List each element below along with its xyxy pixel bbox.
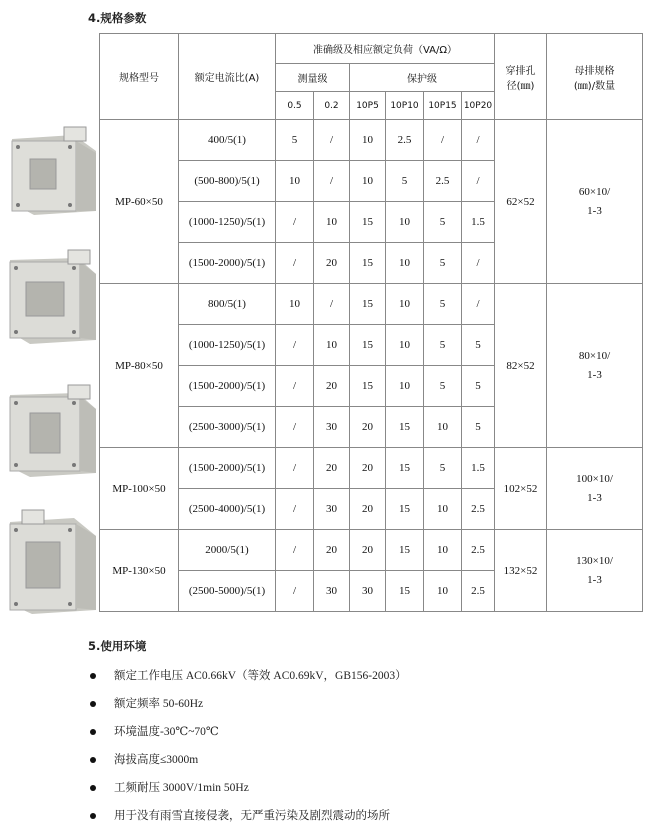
load-value-cell: 5 [424,448,462,489]
busbar-cell: 60×10/ 1-3 [547,120,643,284]
load-value-cell: 15 [350,202,386,243]
bullet-icon [90,673,96,679]
header-class: 10P20 [462,92,495,120]
load-value-cell: 15 [350,243,386,284]
table-row [100,448,643,489]
header-class: 10P15 [424,92,462,120]
load-value-cell: 1.5 [462,448,495,489]
load-value-cell: / [462,120,495,161]
load-value-cell: / [462,161,495,202]
list-item: 用于没有雨雪直接侵袭，无严重污染及剧烈震动的场所 [88,802,407,830]
bullet-icon [90,729,96,735]
header-busbar: 母排规格(㎜)/数量 [547,34,643,120]
table-row [100,530,643,571]
ratio-cell: (2500-3000)/5(1) [179,407,276,448]
bullet-icon [90,757,96,763]
ct-photo-mp80 [4,248,100,346]
load-value-cell: 5 [424,366,462,407]
load-value-cell: 15 [386,448,424,489]
load-value-cell: 20 [350,530,386,571]
load-value-cell: 5 [424,202,462,243]
busbar-cell: 130×10/ 1-3 [547,530,643,612]
load-value-cell: 10 [424,407,462,448]
ct-photo-mp60 [4,123,100,217]
model-cell: MP-130×50 [100,530,179,612]
header-class: 0.5 [276,92,314,120]
load-value-cell: / [462,284,495,325]
load-value-cell: 15 [350,284,386,325]
load-value-cell: 15 [350,366,386,407]
load-value-cell: / [276,530,314,571]
load-value-cell: / [276,489,314,530]
ratio-cell: (1500-2000)/5(1) [179,243,276,284]
load-value-cell: 10 [276,284,314,325]
load-value-cell: 10 [314,202,350,243]
busbar-cell: 100×10/ 1-3 [547,448,643,530]
ratio-cell: (500-800)/5(1) [179,161,276,202]
list-item: 额定工作电压 AC0.66kV（等效 AC0.69kV，GB156-2003） [88,662,407,690]
header-protect: 保护级 [350,64,495,92]
ratio-cell: (2500-4000)/5(1) [179,489,276,530]
ratio-cell: (2500-5000)/5(1) [179,571,276,612]
spec-table [99,33,643,612]
table-row [100,120,643,161]
bullet-icon [90,813,96,819]
load-value-cell: 2.5 [462,571,495,612]
model-cell: MP-100×50 [100,448,179,530]
bullet-icon [90,701,96,707]
load-value-cell: 5 [424,284,462,325]
list-item: 额定频率 50-60Hz [88,690,407,718]
load-value-cell: / [276,571,314,612]
model-cell: MP-80×50 [100,284,179,448]
load-value-cell: 30 [314,489,350,530]
busbar-cell: 80×10/ 1-3 [547,284,643,448]
load-value-cell: 10 [386,325,424,366]
ratio-cell: 400/5(1) [179,120,276,161]
load-value-cell: 20 [314,530,350,571]
load-value-cell: / [276,366,314,407]
load-value-cell: / [314,284,350,325]
hole-cell: 82×52 [495,284,547,448]
load-value-cell: 10 [386,243,424,284]
section-5-title: 5.使用环境 [88,639,147,653]
load-value-cell: 5 [462,325,495,366]
load-value-cell: 30 [350,571,386,612]
load-value-cell: 30 [314,407,350,448]
ratio-cell: 800/5(1) [179,284,276,325]
load-value-cell: 15 [386,571,424,612]
load-value-cell: / [424,120,462,161]
environment-list [88,662,407,830]
section-4-title: 4.规格参数 [88,11,147,25]
hole-cell: 62×52 [495,120,547,284]
load-value-cell: / [276,448,314,489]
load-value-cell: / [276,202,314,243]
load-value-cell: 20 [314,448,350,489]
load-value-cell: 5 [424,325,462,366]
bullet-icon [90,785,96,791]
load-value-cell: / [314,161,350,202]
ratio-cell: (1000-1250)/5(1) [179,202,276,243]
load-value-cell: / [462,243,495,284]
load-value-cell: 15 [386,489,424,530]
header-measure: 测量级 [276,64,350,92]
load-value-cell: 20 [350,489,386,530]
load-value-cell: 2.5 [462,489,495,530]
list-item: 海拔高度≤3000m [88,746,407,774]
header-class: 0.2 [314,92,350,120]
load-value-cell: 10 [424,571,462,612]
hole-cell: 132×52 [495,530,547,612]
ct-photo-mp130 [4,508,100,616]
load-value-cell: 20 [350,448,386,489]
hole-cell: 102×52 [495,448,547,530]
load-value-cell: 2.5 [424,161,462,202]
load-value-cell: 15 [350,325,386,366]
table-row [100,284,643,325]
load-value-cell: / [276,243,314,284]
load-value-cell: 10 [350,120,386,161]
load-value-cell: 5 [386,161,424,202]
load-value-cell: 15 [386,407,424,448]
ratio-cell: (1500-2000)/5(1) [179,366,276,407]
load-value-cell: 20 [314,243,350,284]
header-load: 准确级及相应额定负荷（VA/Ω） [276,34,495,64]
load-value-cell: / [276,325,314,366]
load-value-cell: 15 [386,530,424,571]
load-value-cell: 5 [424,243,462,284]
load-value-cell: 20 [350,407,386,448]
load-value-cell: 10 [276,161,314,202]
load-value-cell: 10 [350,161,386,202]
header-model: 规格型号 [100,34,179,120]
load-value-cell: 1.5 [462,202,495,243]
ratio-cell: (1000-1250)/5(1) [179,325,276,366]
load-value-cell: / [276,407,314,448]
load-value-cell: 20 [314,366,350,407]
ratio-cell: (1500-2000)/5(1) [179,448,276,489]
load-value-cell: 2.5 [386,120,424,161]
load-value-cell: 10 [386,284,424,325]
header-hole: 穿排孔径(㎜) [495,34,547,120]
ratio-cell: 2000/5(1) [179,530,276,571]
model-cell: MP-60×50 [100,120,179,284]
header-class: 10P5 [350,92,386,120]
load-value-cell: 10 [386,366,424,407]
ct-photo-mp100 [4,383,100,479]
load-value-cell: 5 [462,407,495,448]
list-item: 环境温度-30℃~70℃ [88,718,407,746]
load-value-cell: 10 [314,325,350,366]
load-value-cell: 2.5 [462,530,495,571]
header-class: 10P10 [386,92,424,120]
list-item: 工频耐压 3000V/1min 50Hz [88,774,407,802]
load-value-cell: 5 [462,366,495,407]
load-value-cell: 10 [424,530,462,571]
header-ratio: 额定电流比(A) [179,34,276,120]
load-value-cell: / [314,120,350,161]
load-value-cell: 5 [276,120,314,161]
load-value-cell: 10 [386,202,424,243]
load-value-cell: 30 [314,571,350,612]
load-value-cell: 10 [424,489,462,530]
